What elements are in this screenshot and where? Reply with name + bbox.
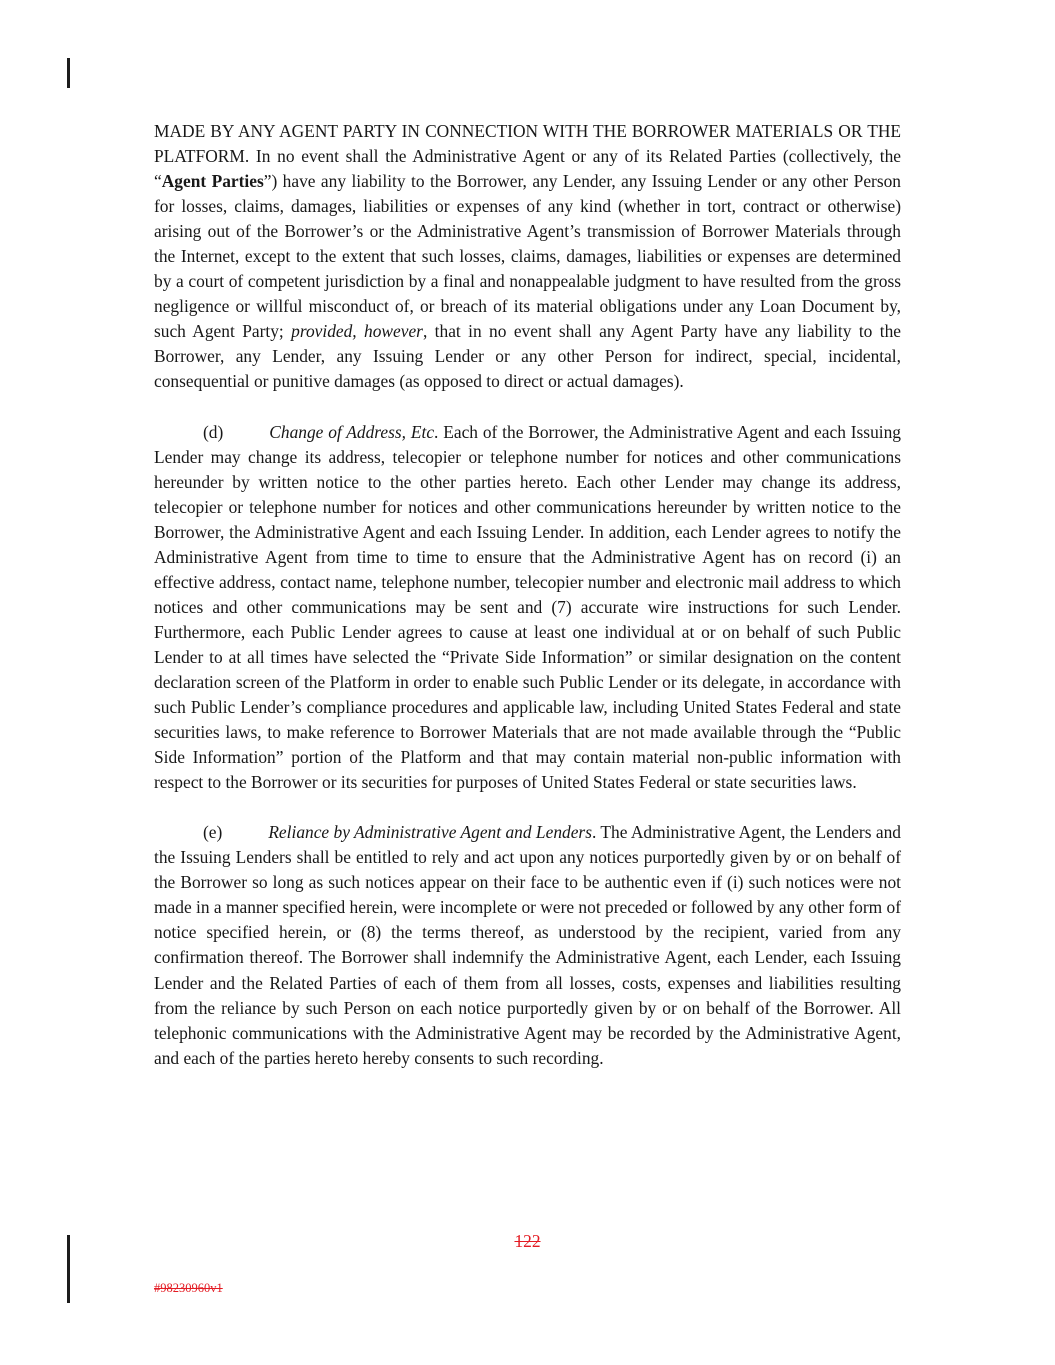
document-body [154,119,901,1096]
text-segment-normal: . Each of the Borrower, the Administrative Agent and each Issuing Lender may change its address, telecopier or telephone number for notices and other communications hereunder by written notice to the other parties hereto. Each other Lender may change its address, telecopier or telephone number for notices and other communications hereunder by written notice to the Borrower, the Administrative Agent and each Issuing Lender. In addition, each Lender agrees to notify the Administrative Agent from time to time to ensure that the Administrative Agent has on record (i) an effective address, contact name, telephone number, telecopier number and electronic mail address to which notices and other communications may be sent and (7) accurate wire instructions for such Lender. Furthermore, each Public Lender agrees to cause at least one individual at or on behalf of such Public Lender to at all times have selected the “Private Side Information” or similar designation on the content declaration screen of the Platform in order to enable such Public Lender or its delegate, in accordance with such Public Lender’s compliance procedures and applicable law, including United States Federal and state securities laws, to make reference to Borrower Materials that are not made available through the “Public Side Information” portion of the Platform and that may contain material non-public information with respect to the Borrower or its securities for purposes of United States Federal or state securities laws. [154,421,901,793]
paragraph [154,119,901,395]
text-segment-normal: ”) have any liability to the Borrower, any Lender, any Issuing Lender or any other Person for losses, claims, damages, liabilities or expenses of any kind (whether in tort, contract or otherwise) arising out of the Borrower’s or the Administrative Agent’s transmission of Borrower Materials through the Internet, except to the extent that such losses, claims, damages, liabilities or expenses are determined by a court of competent jurisdiction by a final and nonappealable judgment to have resulted from the gross negligence or willful misconduct of, or breach of its material obligations under any Loan Document by, such Agent Party; [154,171,901,342]
text-segment-normal: , that in no event shall any Agent Party have any liability to the Borrower, any Lender, any Issuing Lender or any other Person for indirect, special, incidental, consequential or punitive damages (as opposed to direct or actual damages). [154,321,901,392]
text-segment-bold: Agent Parties [161,171,264,192]
paragraph [154,820,901,1070]
text-segment-italic: provided, however [291,321,423,342]
change-bar-top [67,58,70,88]
text-segment-italic: Change of Address, Etc [269,421,435,442]
paragraph-label: (d) [203,421,224,442]
text-segment-normal: MADE BY ANY AGENT PARTY IN CONNECTION WITH THE BORROWER MATERIALS OR THE PLATFORM. In no event shall the Administrative Agent or any of its Related Parties (collectively, the “ [154,121,901,192]
document-id-stamp: #98230960v1 [154,1281,223,1295]
text-segment-italic: Reliance by Administrative Agent and Lenders [268,822,592,843]
paragraph [154,420,901,796]
page-number: 122 [514,1231,541,1251]
text-segment-normal: . The Administrative Agent, the Lenders and the Issuing Lenders shall be entitled to rely and act upon any notices purportedly given by or on behalf of the Borrower so long as such notices appear on their face to be authentic even if (i) such notices were not made in a manner specified herein, were incomplete or were not preceded or followed by any other form of notice specified herein, or (8) the terms thereof, as understood by the recipient, varied from any confirmation thereof. The Borrower shall indemnify the Administrative Agent, each Lender, each Issuing Lender and the Related Parties of each of them from all losses, costs, expenses and liabilities resulting from the reliance by such Person on each notice purportedly given by or on behalf of the Borrower. All telephonic communications with the Administrative Agent may be recorded by the Administrative Agent, and each of the parties hereto hereby consents to such recording. [154,822,902,1068]
paragraph-label: (e) [203,822,223,843]
